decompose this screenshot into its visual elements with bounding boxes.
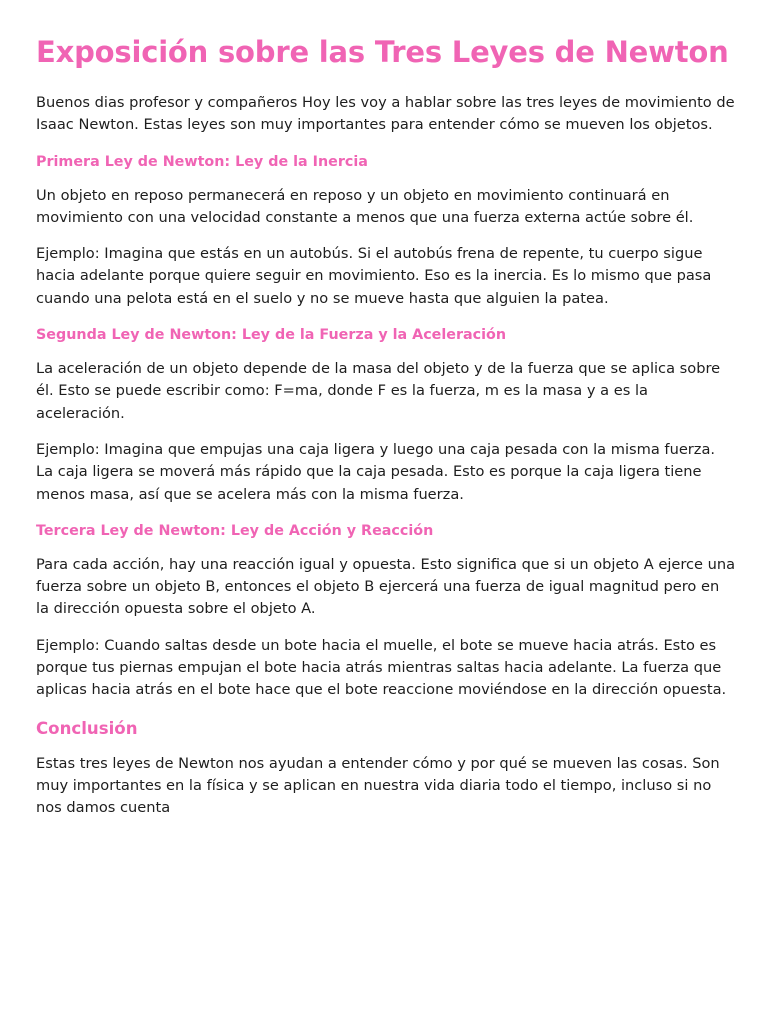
law-definition-second: La aceleración de un objeto depende de la masa del objeto y de la fuerza que se aplica sobre él. Esto se puede escribir como: F=ma, donde F es la fuerza, m es la masa y a es la aceleración. (36, 360, 721, 422)
conclusion-section (36, 716, 736, 820)
document-page (36, 30, 736, 834)
intro-paragraph: Buenos dias profesor y compañeros Hoy les voy a hablar sobre las tres leyes de movimiento de Isaac Newton. Estas leyes son muy importantes para entender cómo se mueven los objetos. (36, 94, 735, 134)
law-example-second: Ejemplo: Imagina que empujas una caja ligera y luego una caja pesada con la misma fuerza. La caja ligera se moverá más rápido que la caja pesada. Esto es porque la caja ligera tiene menos masa, así que se acelera más con la misma fuerza. (36, 440, 716, 503)
conclusion-paragraph: Estas tres leyes de Newton nos ayudan a entender cómo y por qué se mueven las cosas. Son muy importantes en la física y se aplican en nuestra vida diaria todo el tiempo, incluso si no nos damos cuenta (36, 754, 720, 817)
law-definition-third: Para cada acción, hay una reacción igual y opuesta. Esto significa que si un objeto A ejerce una fuerza sobre un objeto B, entonces el objeto B ejercerá una fuerza de igual magnitud pero en la dirección opuesta sobre el objeto A. (36, 555, 736, 618)
law-section-third (36, 520, 736, 702)
conclusion-heading: Conclusión (36, 718, 138, 738)
law-heading-second: Segunda Ley de Newton: Ley de la Fuerza y la Aceleración (36, 327, 507, 344)
law-section-first (36, 151, 736, 310)
law-section-second (36, 324, 736, 506)
law-example-first: Ejemplo: Imagina que estás en un autobús. Si el autobús frena de repente, tu cuerpo sigue hacia adelante porque quiere seguir en movimiento. Eso es la inercia. Es lo mismo que pasa cuando una pelota está en el suelo y no se mueve hasta que alguien la patea. (36, 245, 712, 307)
law-definition-first: Un objeto en reposo permanecerá en reposo y un objeto en movimiento continuará en movimiento con una velocidad constante a menos que una fuerza externa actúe sobre él. (36, 186, 694, 226)
law-heading-first: Primera Ley de Newton: Ley de la Inercia (36, 153, 368, 170)
document-title: Exposición sobre las Tres Leyes de Newton (36, 35, 729, 69)
law-heading-third: Tercera Ley de Newton: Ley de Acción y Reacción (36, 522, 434, 539)
law-example-third: Ejemplo: Cuando saltas desde un bote hacia el muelle, el bote se mueve hacia atrás. Esto es porque tus piernas empujan el bote hacia atrás mientras saltas hacia adelante. La fuerza que aplicas hacia atrás en el bote hace que el bote reaccione moviéndose en la dirección opuesta. (36, 636, 727, 699)
